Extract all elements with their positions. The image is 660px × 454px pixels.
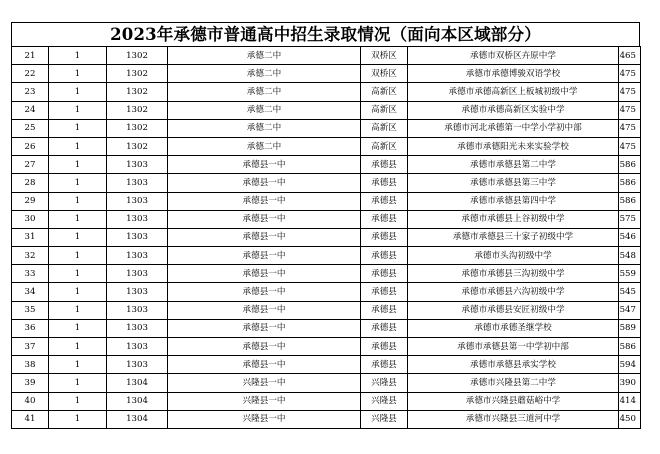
table-row (12, 210, 641, 228)
score-cell: 390 (619, 374, 641, 392)
table-row (12, 319, 641, 337)
table-row (12, 101, 641, 119)
source-school-cell: 承德市兴隆县三道河中学 (408, 410, 619, 428)
table-row (12, 265, 641, 283)
source-school-cell: 承德市承德阳光未来实验学校 (408, 137, 619, 155)
page-title: 2023年承德市普通高中招生录取情况（面向本区域部分） (11, 22, 640, 47)
source-school-cell: 承德市承德县安匠初级中学 (408, 301, 619, 319)
batch-cell: 1 (49, 101, 107, 119)
row-number-cell: 27 (12, 156, 49, 174)
source-school-cell: 承德市头沟初级中学 (408, 247, 619, 265)
score-cell: 575 (619, 210, 641, 228)
row-number-cell: 21 (12, 47, 49, 65)
score-cell: 586 (619, 174, 641, 192)
batch-cell: 1 (49, 65, 107, 83)
table-body (12, 47, 641, 429)
district-cell: 兴隆县 (361, 374, 408, 392)
batch-cell: 1 (49, 392, 107, 410)
table-row (12, 192, 641, 210)
table-row (12, 374, 641, 392)
school-code-cell: 1303 (107, 192, 168, 210)
row-number-cell: 34 (12, 283, 49, 301)
table-row (12, 47, 641, 65)
row-number-cell: 29 (12, 192, 49, 210)
row-number-cell: 37 (12, 338, 49, 356)
source-school-cell: 承德市承德县六沟初级中学 (408, 283, 619, 301)
source-school-cell: 承德市承德高新区实验中学 (408, 101, 619, 119)
row-number-cell: 39 (12, 374, 49, 392)
table-row (12, 356, 641, 374)
batch-cell: 1 (49, 137, 107, 155)
school-name-cell: 兴隆县一中 (168, 374, 361, 392)
table-row (12, 283, 641, 301)
admission-table (11, 46, 641, 429)
district-cell: 承德县 (361, 228, 408, 246)
school-name-cell: 承德县一中 (168, 156, 361, 174)
school-name-cell: 承德县一中 (168, 338, 361, 356)
score-cell: 475 (619, 119, 641, 137)
school-name-cell: 承德二中 (168, 65, 361, 83)
score-cell: 547 (619, 301, 641, 319)
school-name-cell: 承德二中 (168, 137, 361, 155)
row-number-cell: 22 (12, 65, 49, 83)
row-number-cell: 24 (12, 101, 49, 119)
school-name-cell: 承德县一中 (168, 356, 361, 374)
district-cell: 承德县 (361, 247, 408, 265)
school-code-cell: 1303 (107, 174, 168, 192)
table-row (12, 410, 641, 428)
school-name-cell: 承德县一中 (168, 228, 361, 246)
score-cell: 465 (619, 47, 641, 65)
school-code-cell: 1303 (107, 247, 168, 265)
district-cell: 承德县 (361, 265, 408, 283)
school-code-cell: 1303 (107, 265, 168, 283)
school-code-cell: 1303 (107, 283, 168, 301)
table-row (12, 301, 641, 319)
batch-cell: 1 (49, 356, 107, 374)
school-code-cell: 1303 (107, 228, 168, 246)
row-number-cell: 33 (12, 265, 49, 283)
score-cell: 475 (619, 137, 641, 155)
batch-cell: 1 (49, 228, 107, 246)
district-cell: 承德县 (361, 210, 408, 228)
batch-cell: 1 (49, 156, 107, 174)
score-cell: 594 (619, 356, 641, 374)
district-cell: 承德县 (361, 192, 408, 210)
row-number-cell: 23 (12, 83, 49, 101)
school-code-cell: 1304 (107, 410, 168, 428)
school-name-cell: 兴隆县一中 (168, 410, 361, 428)
district-cell: 高新区 (361, 101, 408, 119)
row-number-cell: 30 (12, 210, 49, 228)
batch-cell: 1 (49, 265, 107, 283)
row-number-cell: 38 (12, 356, 49, 374)
batch-cell: 1 (49, 374, 107, 392)
score-cell: 559 (619, 265, 641, 283)
batch-cell: 1 (49, 119, 107, 137)
district-cell: 兴隆县 (361, 410, 408, 428)
school-code-cell: 1303 (107, 319, 168, 337)
school-code-cell: 1303 (107, 301, 168, 319)
school-name-cell: 承德县一中 (168, 265, 361, 283)
source-school-cell: 承德市承德圣继学校 (408, 319, 619, 337)
school-code-cell: 1303 (107, 338, 168, 356)
score-cell: 586 (619, 338, 641, 356)
school-code-cell: 1304 (107, 374, 168, 392)
source-school-cell: 承德市承德博骏双语学校 (408, 65, 619, 83)
batch-cell: 1 (49, 83, 107, 101)
score-cell: 475 (619, 83, 641, 101)
batch-cell: 1 (49, 174, 107, 192)
school-name-cell: 承德县一中 (168, 174, 361, 192)
row-number-cell: 35 (12, 301, 49, 319)
score-cell: 545 (619, 283, 641, 301)
table-row (12, 137, 641, 155)
source-school-cell: 承德市承德县第二中学 (408, 156, 619, 174)
school-code-cell: 1303 (107, 356, 168, 374)
row-number-cell: 32 (12, 247, 49, 265)
batch-cell: 1 (49, 47, 107, 65)
source-school-cell: 承德市承德高新区上板城初级中学 (408, 83, 619, 101)
source-school-cell: 承德市兴隆县第二中学 (408, 374, 619, 392)
school-code-cell: 1304 (107, 392, 168, 410)
school-code-cell: 1302 (107, 101, 168, 119)
row-number-cell: 36 (12, 319, 49, 337)
school-name-cell: 兴隆县一中 (168, 392, 361, 410)
school-name-cell: 承德县一中 (168, 210, 361, 228)
source-school-cell: 承德市双桥区卉原中学 (408, 47, 619, 65)
school-code-cell: 1302 (107, 119, 168, 137)
source-school-cell: 承德市承德县上谷初级中学 (408, 210, 619, 228)
batch-cell: 1 (49, 210, 107, 228)
batch-cell: 1 (49, 410, 107, 428)
score-cell: 589 (619, 319, 641, 337)
district-cell: 双桥区 (361, 47, 408, 65)
source-school-cell: 承德市承德县第四中学 (408, 192, 619, 210)
row-number-cell: 28 (12, 174, 49, 192)
school-code-cell: 1303 (107, 210, 168, 228)
source-school-cell: 承德市承德县第一中学初中部 (408, 338, 619, 356)
batch-cell: 1 (49, 338, 107, 356)
score-cell: 546 (619, 228, 641, 246)
score-cell: 475 (619, 65, 641, 83)
source-school-cell: 承德市河北承德第一中学小学初中部 (408, 119, 619, 137)
row-number-cell: 25 (12, 119, 49, 137)
table-row (12, 83, 641, 101)
school-code-cell: 1302 (107, 83, 168, 101)
district-cell: 承德县 (361, 156, 408, 174)
school-code-cell: 1302 (107, 47, 168, 65)
district-cell: 承德县 (361, 356, 408, 374)
school-code-cell: 1302 (107, 65, 168, 83)
school-name-cell: 承德县一中 (168, 247, 361, 265)
school-name-cell: 承德县一中 (168, 301, 361, 319)
school-name-cell: 承德二中 (168, 119, 361, 137)
district-cell: 承德县 (361, 301, 408, 319)
district-cell: 高新区 (361, 137, 408, 155)
district-cell: 兴隆县 (361, 392, 408, 410)
school-name-cell: 承德二中 (168, 83, 361, 101)
school-name-cell: 承德县一中 (168, 319, 361, 337)
table-row (12, 247, 641, 265)
school-code-cell: 1302 (107, 137, 168, 155)
school-name-cell: 承德县一中 (168, 192, 361, 210)
source-school-cell: 承德市兴隆县蘑菇峪中学 (408, 392, 619, 410)
district-cell: 承德县 (361, 319, 408, 337)
batch-cell: 1 (49, 283, 107, 301)
table-row (12, 119, 641, 137)
batch-cell: 1 (49, 192, 107, 210)
source-school-cell: 承德市承德县承实学校 (408, 356, 619, 374)
table-row (12, 338, 641, 356)
source-school-cell: 承德市承德县第三中学 (408, 174, 619, 192)
school-name-cell: 承德县一中 (168, 283, 361, 301)
row-number-cell: 41 (12, 410, 49, 428)
batch-cell: 1 (49, 247, 107, 265)
batch-cell: 1 (49, 301, 107, 319)
table-row (12, 228, 641, 246)
score-cell: 586 (619, 156, 641, 174)
district-cell: 双桥区 (361, 65, 408, 83)
school-name-cell: 承德二中 (168, 47, 361, 65)
school-name-cell: 承德二中 (168, 101, 361, 119)
source-school-cell: 承德市承德县三沟初级中学 (408, 265, 619, 283)
district-cell: 承德县 (361, 283, 408, 301)
table-row (12, 174, 641, 192)
score-cell: 450 (619, 410, 641, 428)
district-cell: 高新区 (361, 83, 408, 101)
district-cell: 高新区 (361, 119, 408, 137)
source-school-cell: 承德市承德县三十家子初级中学 (408, 228, 619, 246)
row-number-cell: 26 (12, 137, 49, 155)
score-cell: 586 (619, 192, 641, 210)
row-number-cell: 31 (12, 228, 49, 246)
school-code-cell: 1303 (107, 156, 168, 174)
district-cell: 承德县 (361, 174, 408, 192)
table-row (12, 392, 641, 410)
score-cell: 475 (619, 101, 641, 119)
score-cell: 548 (619, 247, 641, 265)
table-row (12, 156, 641, 174)
score-cell: 414 (619, 392, 641, 410)
district-cell: 承德县 (361, 338, 408, 356)
table-row (12, 65, 641, 83)
row-number-cell: 40 (12, 392, 49, 410)
batch-cell: 1 (49, 319, 107, 337)
